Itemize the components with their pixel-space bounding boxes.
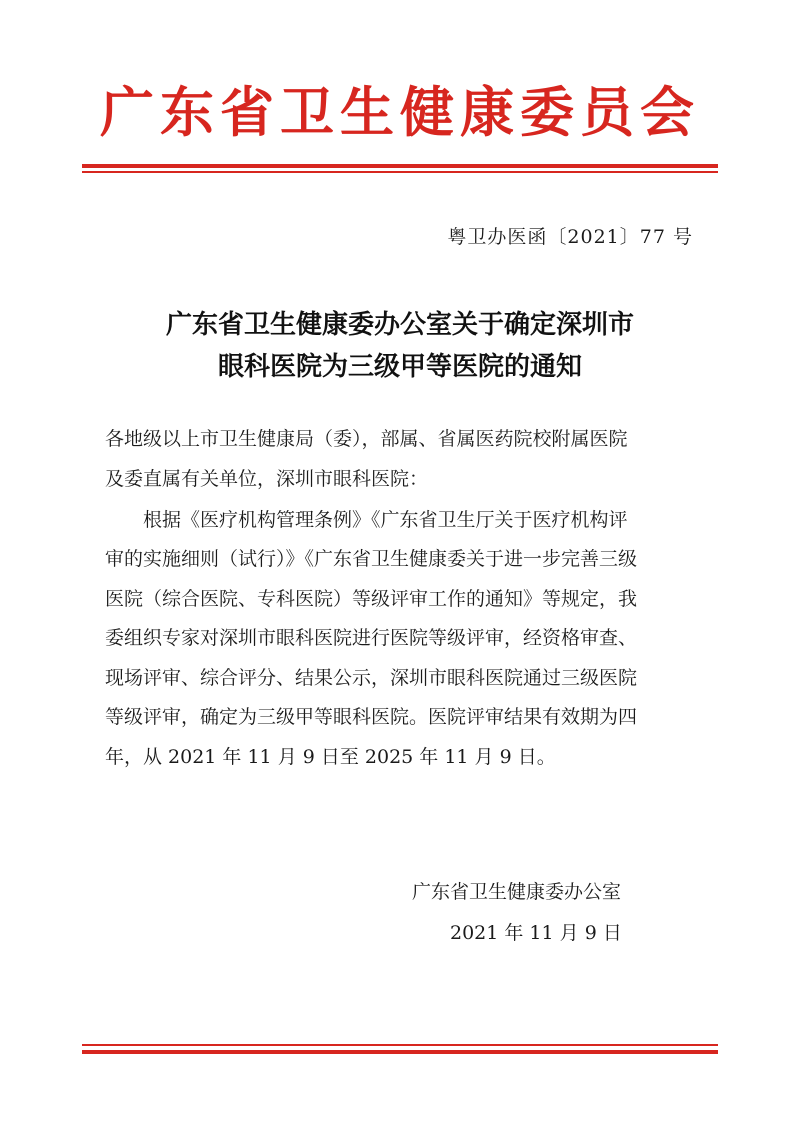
letterhead-divider-thick	[82, 164, 718, 168]
document-title-line-2: 眼科医院为三级甲等医院的通知	[217, 352, 582, 382]
body-line: 医院（综合医院、专科医院）等级评审工作的通知》等规定，我	[105, 588, 638, 610]
letterhead-divider-thin	[82, 171, 718, 173]
body-line: 根据《医疗机构管理条例》《广东省卫生厅关于医疗机构评	[143, 509, 628, 531]
document-title-line-1: 广东省卫生健康委办公室关于确定深圳市	[165, 310, 634, 340]
body-line: 现场评审、综合评分、结果公示，深圳市眼科医院通过三级医院	[105, 667, 638, 689]
footer-divider-thin	[82, 1044, 718, 1046]
footer-divider-thick	[82, 1050, 718, 1054]
issuer-signature: 广东省卫生健康委办公室	[412, 881, 622, 903]
body-line: 等级评审，确定为三级甲等眼科医院。医院评审结果有效期为四	[105, 706, 638, 728]
issue-date: 2021 年 11 月 9 日	[450, 922, 622, 944]
letterhead-org-name: 广东省卫生健康委员会	[100, 81, 700, 144]
body-line: 审的实施细则（试行）》《广东省卫生健康委关于进一步完善三级	[105, 548, 638, 570]
body-line: 委组织专家对深圳市眼科医院进行医院等级评审，经资格审查、	[105, 627, 638, 649]
addressee-line: 及委直属有关单位，深圳市眼科医院：	[105, 468, 429, 490]
addressee-line: 各地级以上市卫生健康局（委），部属、省属医药院校附属医院	[105, 428, 628, 450]
document-number: 粤卫办医函〔2021〕77 号	[447, 226, 693, 248]
body-line: 年，从 2021 年 11 月 9 日至 2025 年 11 月 9 日。	[105, 746, 556, 768]
